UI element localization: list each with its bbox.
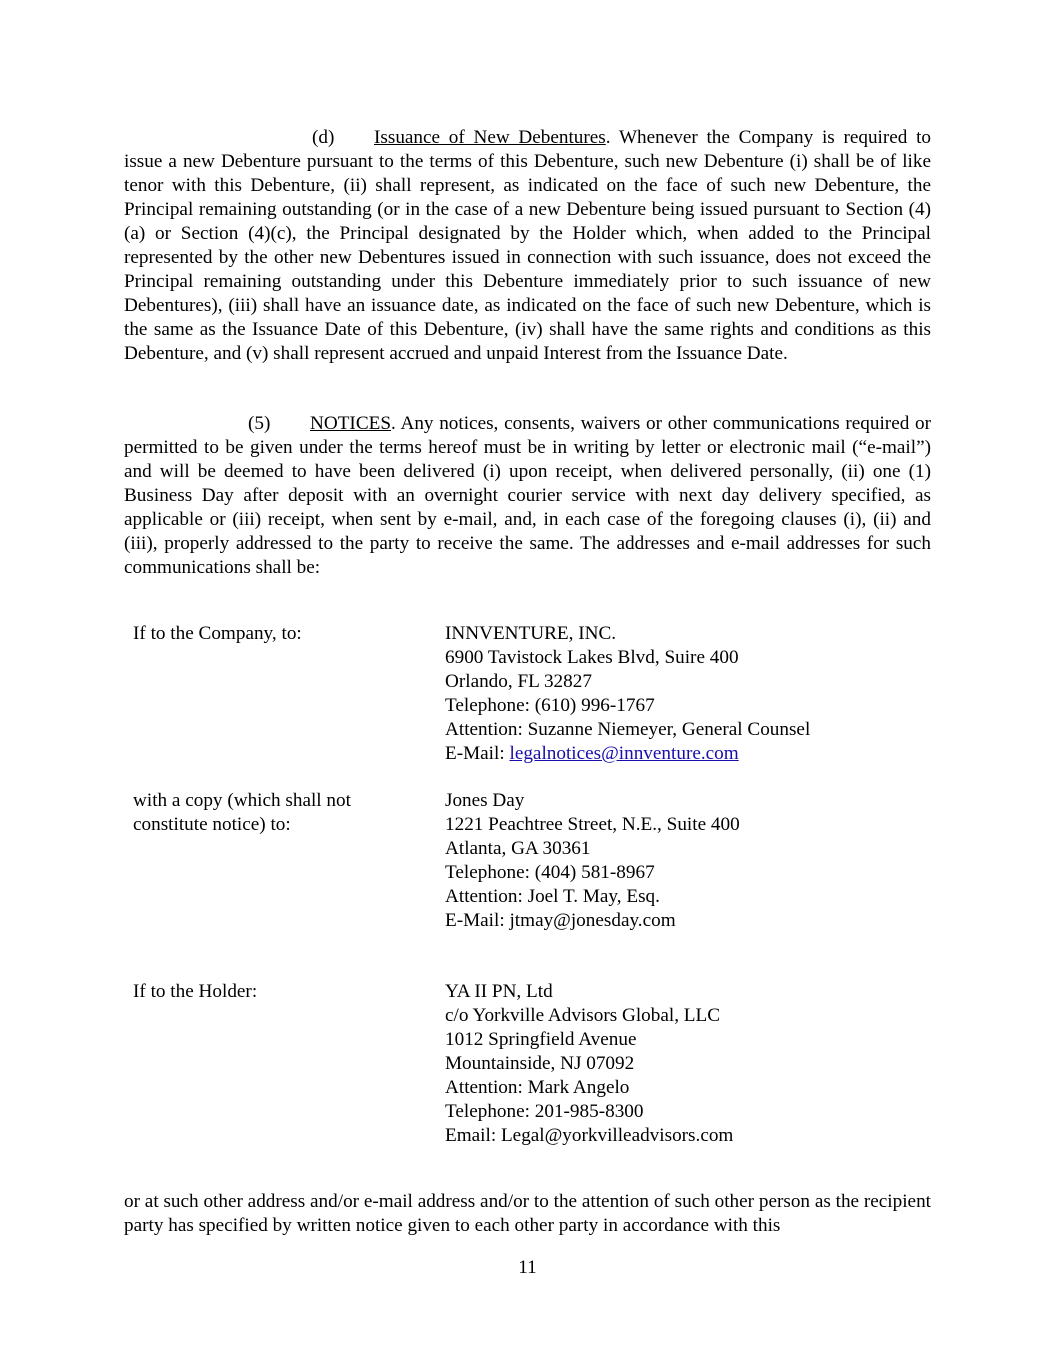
- copy-address-line1: 1221 Peachtree Street, N.E., Suite 400: [445, 814, 740, 835]
- company-label: If to the Company, to:: [133, 623, 302, 644]
- holder-telephone: Telephone: 201-985-8300: [445, 1101, 644, 1122]
- copy-name: Jones Day: [445, 790, 525, 811]
- holder-address: [445, 980, 945, 1148]
- holder-address-line2: Mountainside, NJ 07092: [445, 1053, 635, 1074]
- section-d-paragraph: [124, 126, 931, 366]
- holder-name: YA II PN, Ltd: [445, 981, 553, 1002]
- company-address-line2: Orlando, FL 32827: [445, 671, 592, 692]
- section-5-number: (5): [248, 413, 271, 434]
- copy-address-line2: Atlanta, GA 30361: [445, 838, 591, 859]
- holder-attention: Attention: Mark Angelo: [445, 1077, 630, 1098]
- copy-label-line2: constitute notice) to:: [133, 814, 291, 835]
- copy-email: E-Mail: jtmay@jonesday.com: [445, 910, 676, 931]
- copy-label-line1: with a copy (which shall not: [133, 790, 351, 811]
- copy-telephone: Telephone: (404) 581-8967: [445, 862, 655, 883]
- section-5-heading: NOTICES: [310, 413, 392, 434]
- section-5-text: . Any notices, consents, waivers or other communications required or permitted to be given under the terms hereof must be in writing by letter or electronic mail (“e-mail”) and will be deemed to have been delivered (i) upon receipt, when delivered personally, (ii) one (1) Business Day after deposit with an overnight courier service with next day delivery specified, as applicable or (iii) receipt, when sent by e-mail, and, in each case of the foregoing clauses (i), (ii) and (iii), properly addressed to the party to receive the same. The addresses and e-mail addresses for such communications shall be:: [124, 413, 931, 578]
- section-d-number: (d): [312, 127, 335, 148]
- company-address: [445, 622, 945, 766]
- section-d-heading: Issuance of New Debentures: [374, 127, 606, 148]
- section-d-text: . Whenever the Company is required to issue a new Debenture pursuant to the terms of this Debenture, such new Debenture (i) shall be of like tenor with this Debenture, (ii) shall represent, as indicated on the face of such new Debenture, the Principal remaining outstanding (or in the case of a new Debenture being issued pursuant to Section (4)(a) or Section (4)(c), the Principal designated by the Holder which, when added to the Principal represented by the other new Debentures issued in connection with such issuance, does not exceed the Principal remaining outstanding under this Debenture immediately prior to such issuance of new Debentures), (iii) shall have an issuance date, as indicated on the face of such new Debenture, which is the same as the Issuance Date of this Debenture, (iv) shall have the same rights and conditions as this Debenture, and (v) shall represent accrued and unpaid Interest from the Issuance Date.: [124, 127, 932, 364]
- company-address-line1: 6900 Tavistock Lakes Blvd, Suire 400: [445, 647, 739, 668]
- holder-label: If to the Holder:: [133, 981, 258, 1002]
- section-5-paragraph: [124, 412, 931, 580]
- page-number: 11: [518, 1257, 537, 1278]
- holder-address-line1: 1012 Springfield Avenue: [445, 1029, 637, 1050]
- company-name: INNVENTURE, INC.: [445, 623, 617, 644]
- company-attention: Attention: Suzanne Niemeyer, General Counsel: [445, 719, 811, 740]
- company-email-label: E-Mail:: [445, 743, 510, 764]
- company-telephone: Telephone: (610) 996-1767: [445, 695, 655, 716]
- copy-attention: Attention: Joel T. May, Esq.: [445, 886, 660, 907]
- copy-address: [445, 789, 945, 933]
- company-email-line: [445, 742, 945, 766]
- holder-email: Email: Legal@yorkvilleadvisors.com: [445, 1125, 734, 1146]
- holder-care-of: c/o Yorkville Advisors Global, LLC: [445, 1005, 721, 1026]
- closing-paragraph: or at such other address and/or e-mail address and/or to the attention of such other person as the recipient party has specified by written notice given to each other party in accordance with this: [124, 1191, 931, 1236]
- company-email-link[interactable]: legalnotices@innventure.com: [509, 743, 739, 764]
